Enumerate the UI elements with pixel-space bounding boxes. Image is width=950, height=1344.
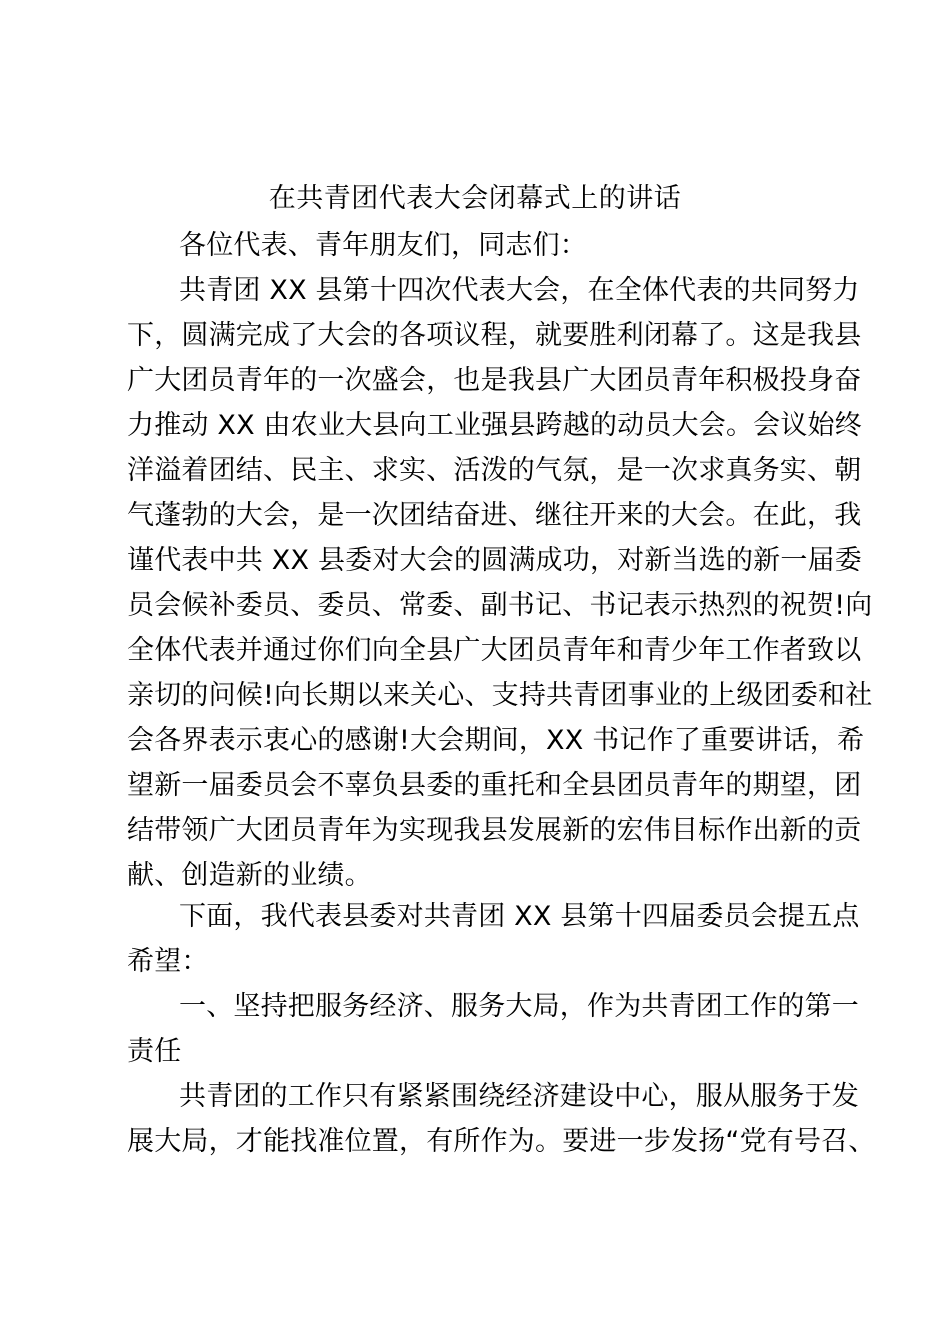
text-line: 会各界表示衷心的感谢!大会期间，XX 书记作了重要讲话，希 (127, 725, 865, 756)
text-line: 气蓬勃的大会，是一次团结奋进、继往开来的大会。在此，我 (127, 500, 862, 531)
text-line: 洋溢着团结、民主、求实、活泼的气氛，是一次求真务实、朝 (127, 455, 862, 486)
paragraph-3 (127, 1074, 876, 1164)
section-heading-line: 一、坚持把服务经济、服务大局，作为共青团工作的第一 (179, 991, 859, 1022)
text-line: 员会候补委员、委员、常委、副书记、书记表示热烈的祝贺!向 (127, 590, 873, 621)
text-line: 全体代表并通过你们向全县广大团员青年和青少年工作者致以 (127, 635, 862, 666)
salutation: 各位代表、青年朋友们，同志们： (179, 230, 587, 261)
text-line: 共青团 XX 县第十四次代表大会，在全体代表的共同努力 (179, 275, 860, 306)
text-line: 结带领广大团员青年为实现我县发展新的宏伟目标作出新的贡 (127, 815, 862, 846)
text-line: 展大局，才能找准位置，有所作为。要进一步发扬“党有号召、 (127, 1126, 876, 1157)
paragraph-2 (127, 894, 860, 984)
salutation-block (127, 223, 831, 268)
paragraph-1 (127, 268, 873, 898)
text-line: 望新一届委员会不辜负县委的重托和全县团员青年的期望，团 (127, 770, 862, 801)
text-line: 广大团员青年的一次盛会，也是我县广大团员青年积极投身奋 (127, 365, 862, 396)
section-heading-1 (127, 984, 859, 1074)
text-line: 亲切的问候!向长期以来关心、支持共青团事业的上级团委和社 (127, 680, 873, 711)
section-heading-line: 责任 (127, 1036, 182, 1067)
document-title: 在共青团代表大会闭幕式上的讲话 (268, 183, 682, 214)
text-line: 希望： (127, 946, 209, 977)
text-line: 下面，我代表县委对共青团 XX 县第十四届委员会提五点 (179, 901, 860, 932)
text-line: 下，圆满完成了大会的各项议程，就要胜利闭幕了。这是我县 (127, 320, 862, 351)
text-line: 谨代表中共 XX 县委对大会的圆满成功，对新当选的新一届委 (127, 545, 862, 576)
text-line: 力推动 XX 由农业大县向工业强县跨越的动员大会。会议始终 (127, 410, 862, 441)
text-line: 共青团的工作只有紧紧围绕经济建设中心，服从服务于发 (179, 1081, 859, 1112)
text-line: 献、创造新的业绩。 (127, 860, 372, 891)
